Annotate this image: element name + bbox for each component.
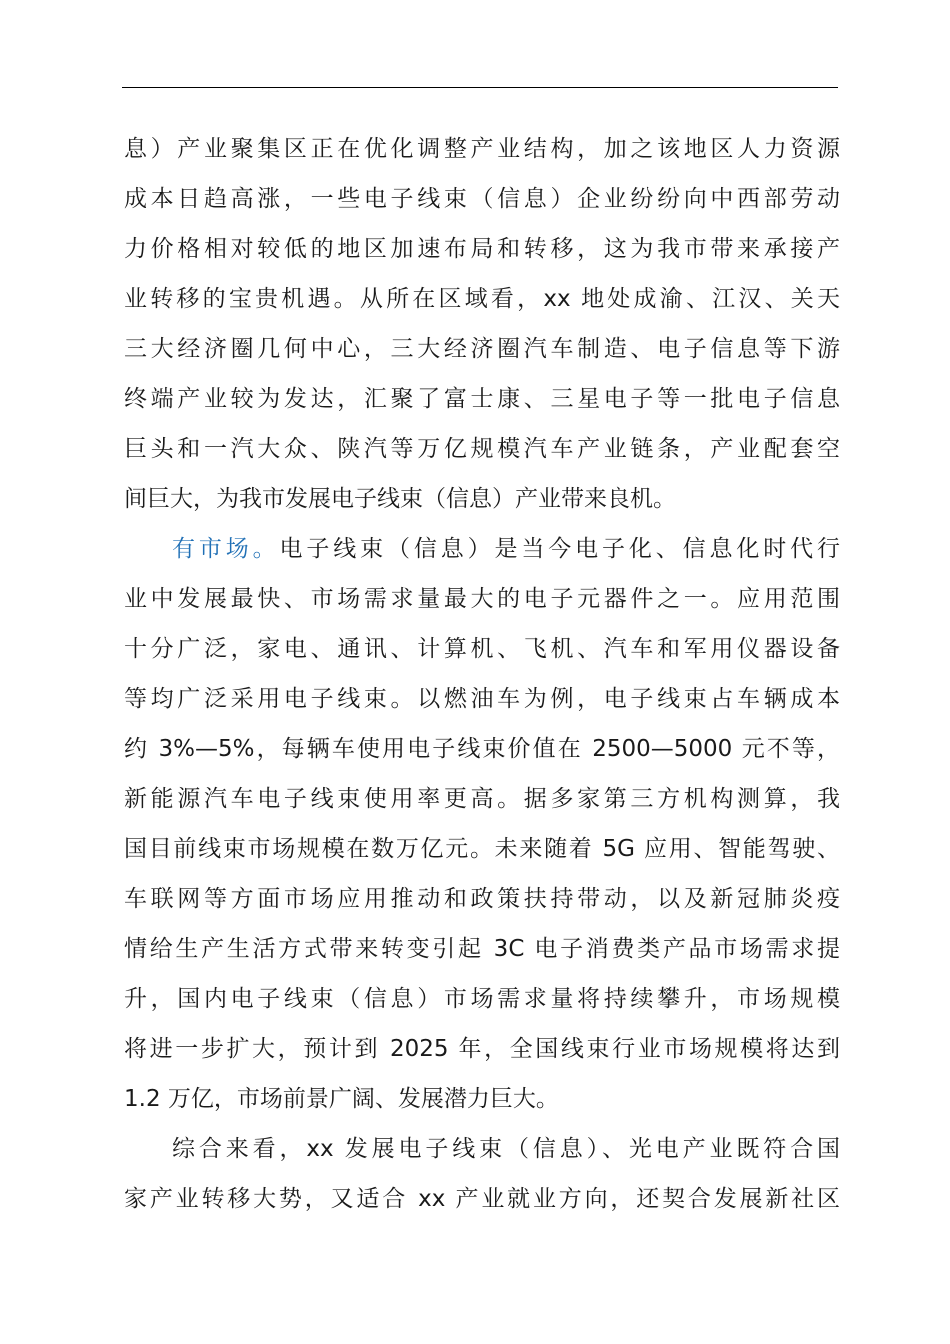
paragraph-2-line: 十分广泛，家电、通讯、计算机、飞机、汽车和军用仪器设备 <box>124 636 840 662</box>
section-heading-highlight: 有市场。 <box>172 536 280 562</box>
paragraph-2-first-line-text: 电子线束（信息）是当今电子化、信息化时代行 <box>279 536 840 562</box>
paragraph-3-line: 综合来看，xx 发展电子线束（信息）、光电产业既符合国 <box>172 1136 840 1162</box>
paragraph-1-line: 成本日趋高涨，一些电子线束（信息）企业纷纷向中西部劳动 <box>124 186 840 212</box>
paragraph-3-line: 家产业转移大势，又适合 xx 产业就业方向，还契合发展新社区 <box>124 1186 840 1212</box>
paragraph-2-line: 升，国内电子线束（信息）市场需求量将持续攀升，市场规模 <box>124 986 840 1012</box>
header-rule <box>122 87 838 88</box>
paragraph-1-line: 三大经济圈几何中心，三大经济圈汽车制造、电子信息等下游 <box>124 336 840 362</box>
paragraph-1-line: 间巨大，为我市发展电子线束（信息）产业带来良机。 <box>124 486 676 512</box>
paragraph-2-line: 1.2 万亿，市场前景广阔、发展潜力巨大。 <box>124 1086 559 1112</box>
paragraph-2-line: 新能源汽车电子线束使用率更高。据多家第三方机构测算，我 <box>124 786 840 812</box>
paragraph-1-line: 巨头和一汽大众、陕汽等万亿规模汽车产业链条，产业配套空 <box>124 436 840 462</box>
paragraph-2-line: 约 3%—5%，每辆车使用电子线束价值在 2500—5000 元不等， <box>124 736 840 762</box>
paragraph-2-line: 将进一步扩大，预计到 2025 年，全国线束行业市场规模将达到 <box>124 1036 840 1062</box>
paragraph-2-line: 等均广泛采用电子线束。以燃油车为例，电子线束占车辆成本 <box>124 686 840 712</box>
paragraph-1-line: 终端产业较为发达，汇聚了富士康、三星电子等一批电子信息 <box>124 386 840 412</box>
paragraph-2-line: 国目前线束市场规模在数万亿元。未来随着 5G 应用、智能驾驶、 <box>124 836 840 862</box>
paragraph-2-first-line <box>124 524 840 574</box>
paragraph-2-line: 车联网等方面市场应用推动和政策扶持带动，以及新冠肺炎疫 <box>124 886 840 912</box>
paragraph-1-line: 业转移的宝贵机遇。从所在区域看，xx 地处成渝、江汉、关天 <box>124 286 840 312</box>
body-text <box>124 124 840 1224</box>
paragraph-2-line: 业中发展最快、市场需求量最大的电子元器件之一。应用范围 <box>124 586 840 612</box>
paragraph-2-line: 情给生产生活方式带来转变引起 3C 电子消费类产品市场需求提 <box>124 936 840 962</box>
paragraph-1-line: 息）产业聚集区正在优化调整产业结构，加之该地区人力资源 <box>124 136 840 162</box>
paragraph-1-line: 力价格相对较低的地区加速布局和转移，这为我市带来承接产 <box>124 236 840 262</box>
